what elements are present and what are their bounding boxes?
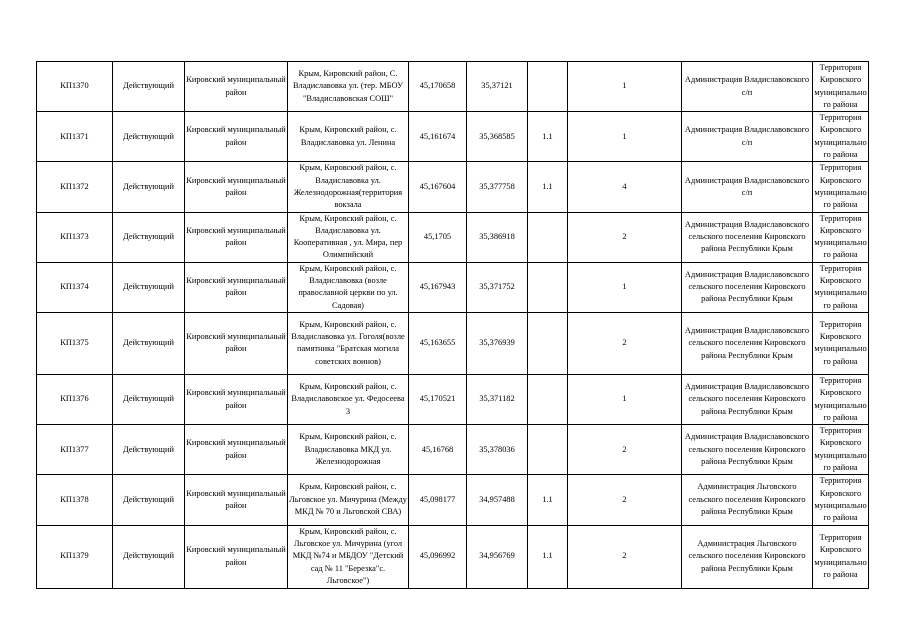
longitude-cell: 35,377758 [467, 162, 528, 212]
table-row [37, 112, 869, 162]
district-cell: Кировский муниципальный район [185, 312, 288, 374]
district-cell: Кировский муниципальный район [185, 475, 288, 525]
latitude-cell: 45,167604 [409, 162, 467, 212]
registry-table [36, 61, 869, 589]
owner-cell: Администрация Льговского сельского поселения Кировского района Республики Крым [682, 475, 813, 525]
address-cell: Крым, Кировский район, с. Владиславовка ул. Ленина [288, 112, 409, 162]
type-cell: 1.1 [528, 475, 568, 525]
type-cell [528, 62, 568, 112]
code-cell: КП1371 [37, 112, 113, 162]
type-cell: 1.1 [528, 112, 568, 162]
territory-cell: Территория Кировского муниципального района [813, 112, 869, 162]
longitude-cell: 35,37121 [467, 62, 528, 112]
table-row [37, 212, 869, 262]
territory-cell: Территория Кировского муниципального района [813, 374, 869, 424]
owner-cell: Администрация Владиславовского с/п [682, 162, 813, 212]
type-cell: 1.1 [528, 162, 568, 212]
district-cell: Кировский муниципальный район [185, 212, 288, 262]
count-cell: 2 [568, 212, 682, 262]
type-cell: 1.1 [528, 525, 568, 588]
code-cell: КП1375 [37, 312, 113, 374]
district-cell: Кировский муниципальный район [185, 425, 288, 475]
count-cell: 2 [568, 475, 682, 525]
code-cell: КП1374 [37, 262, 113, 312]
type-cell [528, 312, 568, 374]
latitude-cell: 45,16768 [409, 425, 467, 475]
address-cell: Крым, Кировский район, с. Владиславовка МКД ул. Железнодорожная [288, 425, 409, 475]
owner-cell: Администрация Владиславовского сельского поселения Кировского района Республики Крым [682, 312, 813, 374]
status-cell: Действующий [113, 374, 185, 424]
code-cell: КП1379 [37, 525, 113, 588]
count-cell: 2 [568, 425, 682, 475]
status-cell: Действующий [113, 212, 185, 262]
owner-cell: Администрация Владиславовского сельского поселения Кировского района Республики Крым [682, 425, 813, 475]
territory-cell: Территория Кировского муниципального района [813, 162, 869, 212]
count-cell: 4 [568, 162, 682, 212]
latitude-cell: 45,161674 [409, 112, 467, 162]
status-cell: Действующий [113, 262, 185, 312]
longitude-cell: 35,371752 [467, 262, 528, 312]
latitude-cell: 45,098177 [409, 475, 467, 525]
code-cell: КП1370 [37, 62, 113, 112]
territory-cell: Территория Кировского муниципального района [813, 262, 869, 312]
code-cell: КП1372 [37, 162, 113, 212]
table-row [37, 312, 869, 374]
type-cell [528, 262, 568, 312]
table-row [37, 475, 869, 525]
latitude-cell: 45,170658 [409, 62, 467, 112]
address-cell: Крым, Кировский район, с. Владиславовка ул. Гоголя(возле памятника "Братская могила советских воинов) [288, 312, 409, 374]
code-cell: КП1377 [37, 425, 113, 475]
latitude-cell: 45,170521 [409, 374, 467, 424]
address-cell: Крым, Кировский район, с. Владиславовка ул. Кооперативная , ул. Мира, пер Олимпийский [288, 212, 409, 262]
owner-cell: Администрация Льговского сельского поселения Кировского района Республики Крым [682, 525, 813, 588]
code-cell: КП1376 [37, 374, 113, 424]
latitude-cell: 45,096992 [409, 525, 467, 588]
district-cell: Кировский муниципальный район [185, 62, 288, 112]
longitude-cell: 35,371182 [467, 374, 528, 424]
owner-cell: Администрация Владиславовского сельского поселения Кировского района Республики Крым [682, 262, 813, 312]
type-cell [528, 212, 568, 262]
code-cell: КП1373 [37, 212, 113, 262]
address-cell: Крым, Кировский район, с. Владиславовка ул. Железнодорожная(территория вокзала [288, 162, 409, 212]
longitude-cell: 35,376939 [467, 312, 528, 374]
owner-cell: Администрация Владиславовского с/п [682, 112, 813, 162]
table-row [37, 425, 869, 475]
latitude-cell: 45,167943 [409, 262, 467, 312]
territory-cell: Территория Кировского муниципального района [813, 475, 869, 525]
count-cell: 1 [568, 262, 682, 312]
longitude-cell: 35,378036 [467, 425, 528, 475]
count-cell: 2 [568, 312, 682, 374]
status-cell: Действующий [113, 162, 185, 212]
district-cell: Кировский муниципальный район [185, 162, 288, 212]
status-cell: Действующий [113, 475, 185, 525]
district-cell: Кировский муниципальный район [185, 262, 288, 312]
territory-cell: Территория Кировского муниципального района [813, 62, 869, 112]
type-cell [528, 425, 568, 475]
status-cell: Действующий [113, 312, 185, 374]
territory-cell: Территория Кировского муниципального района [813, 312, 869, 374]
table-row [37, 525, 869, 588]
type-cell [528, 374, 568, 424]
code-cell: КП1378 [37, 475, 113, 525]
status-cell: Действующий [113, 112, 185, 162]
owner-cell: Администрация Владиславовского с/п [682, 62, 813, 112]
district-cell: Кировский муниципальный район [185, 374, 288, 424]
longitude-cell: 34,956769 [467, 525, 528, 588]
status-cell: Действующий [113, 62, 185, 112]
longitude-cell: 35,386918 [467, 212, 528, 262]
latitude-cell: 45,1705 [409, 212, 467, 262]
count-cell: 1 [568, 374, 682, 424]
count-cell: 1 [568, 62, 682, 112]
table-row [37, 162, 869, 212]
count-cell: 2 [568, 525, 682, 588]
owner-cell: Администрация Владиславовского сельского поселения Кировского района Республики Крым [682, 212, 813, 262]
address-cell: Крым, Кировский район, с. Льговское ул. Мичурина (Между МКД № 70 и Льговской СВА) [288, 475, 409, 525]
registry-body [37, 62, 869, 589]
address-cell: Крым, Кировский район, с. Владиславовское ул. Федосеева 3 [288, 374, 409, 424]
status-cell: Действующий [113, 425, 185, 475]
territory-cell: Территория Кировского муниципального района [813, 212, 869, 262]
address-cell: Крым, Кировский район, с. Льговское ул. Мичурина (угол МКД №74 и МБДОУ "Детский сад № 11 "Березка"с. Льговское") [288, 525, 409, 588]
territory-cell: Территория Кировского муниципального района [813, 525, 869, 588]
territory-cell: Территория Кировского муниципального района [813, 425, 869, 475]
longitude-cell: 34,957488 [467, 475, 528, 525]
longitude-cell: 35,368585 [467, 112, 528, 162]
district-cell: Кировский муниципальный район [185, 112, 288, 162]
table-row [37, 62, 869, 112]
owner-cell: Администрация Владиславовского сельского поселения Кировского района Республики Крым [682, 374, 813, 424]
status-cell: Действующий [113, 525, 185, 588]
address-cell: Крым, Кировский район, С. Владиславовка ул. (тер. МБОУ "Владиславовская СОШ" [288, 62, 409, 112]
count-cell: 1 [568, 112, 682, 162]
district-cell: Кировский муниципальный район [185, 525, 288, 588]
table-row [37, 262, 869, 312]
address-cell: Крым, Кировский район, с. Владиславовка (возле православной церкви по ул. Садовая) [288, 262, 409, 312]
latitude-cell: 45,163655 [409, 312, 467, 374]
table-row [37, 374, 869, 424]
